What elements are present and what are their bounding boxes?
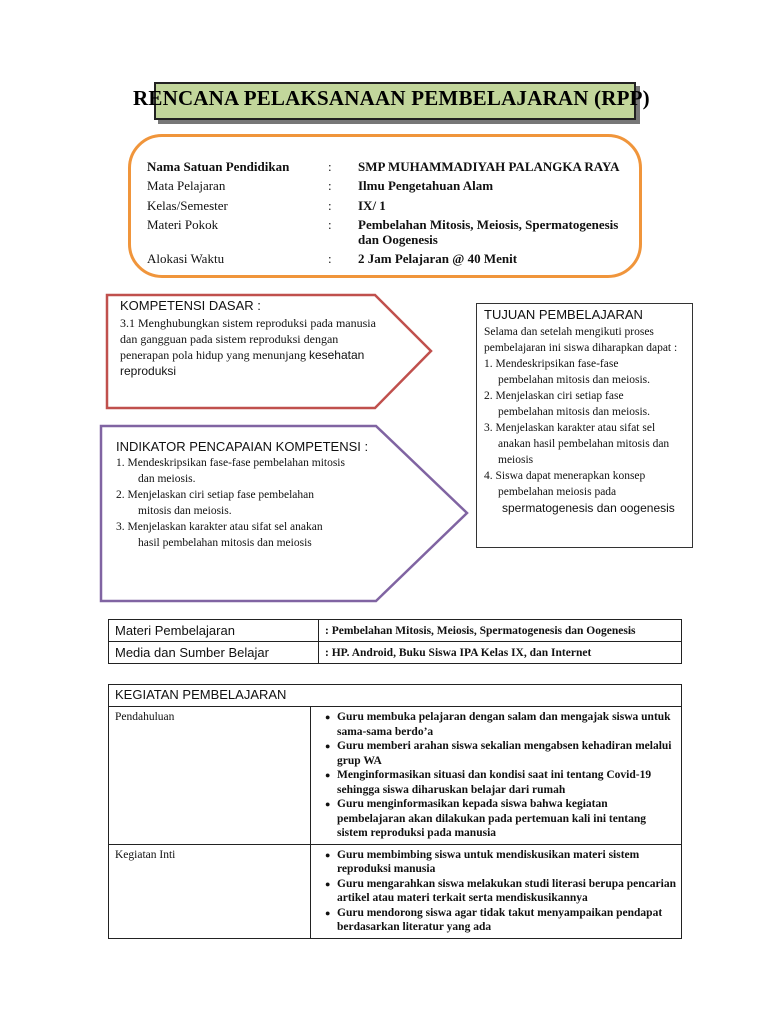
materi-value: : Pembelahan Mitosis, Meiosis, Spermatogenesis dan Oogenesis [319, 620, 682, 642]
tujuan-item [484, 420, 686, 468]
media-value: : HP. Android, Buku Siswa IPA Kelas IX, dan Internet [319, 642, 682, 664]
indikator-pencapaian [116, 438, 386, 551]
materi-label: Materi Pembelajaran [109, 620, 319, 642]
indikator-item-cont: dan meiosis. [138, 473, 196, 485]
indikator-item [116, 487, 386, 519]
activity-list [325, 848, 677, 935]
list-item: ● Guru memberi arahan siswa sekalian mengabsen kehadiran melalui grup WA [325, 739, 677, 768]
kompetensi-dasar-title: KOMPETENSI DASAR : [120, 298, 261, 313]
tujuan-item [484, 388, 686, 420]
phase-name: Kegiatan Inti [109, 844, 311, 938]
tujuan-item-cont: anakan hasil pembelahan mitosis dan meiosis [498, 438, 670, 466]
identity-label: Kelas/Semester [147, 198, 228, 213]
identity-label: Alokasi Waktu [147, 251, 225, 266]
tujuan-title: TUJUAN PEMBELAJARAN [484, 307, 643, 322]
kegiatan-title: KEGIATAN PEMBELAJARAN [109, 685, 682, 707]
indikator-item-text: 3. Menjelaskan karakter atau sifat sel anakan [116, 521, 323, 533]
identity-colon: : [328, 251, 332, 266]
tujuan-item-cont: spermatogenesis dan oogenesis [502, 501, 675, 515]
indikator-item-cont: mitosis dan meiosis. [138, 505, 232, 517]
indikator-item [116, 455, 386, 487]
tujuan-item-text: 1. Mendeskripsikan fase-fase [484, 358, 619, 370]
identity-colon: : [328, 159, 332, 174]
list-item: ● Menginformasikan situasi dan kondisi saat ini tentang Covid-19 sehingga siswa diharuskan belajar dari rumah [325, 768, 677, 797]
materi-table [108, 619, 682, 664]
identity-label: Nama Satuan Pendidikan [147, 159, 290, 174]
activity-list [325, 710, 677, 841]
tujuan-item-cont: pembelahan meiosis pada [498, 486, 617, 498]
tujuan-item-text: 4. Siswa dapat menerapkan konsep [484, 470, 646, 482]
identity-value: SMP MUHAMMADIYAH PALANGKA RAYA [358, 159, 620, 174]
table-row [109, 620, 682, 642]
table-row [109, 685, 682, 707]
tujuan-intro: Selama dan setelah mengikuti proses pembelajaran ini siswa diharapkan dapat : [484, 326, 678, 354]
identity-colon: : [328, 198, 332, 213]
identity-colon: : [328, 217, 332, 232]
phase-activities [311, 844, 682, 938]
list-item: ● Guru mengarahkan siswa melakukan studi literasi berupa pencarian artikel atau materi terkait serta mendiskusikannya [325, 877, 677, 906]
indikator-title: INDIKATOR PENCAPAIAN KOMPETENSI : [116, 439, 369, 454]
tujuan-item [484, 356, 686, 388]
identity-label: Materi Pokok [147, 217, 219, 232]
indikator-item [116, 519, 386, 551]
kompetensi-dasar-body: 3.1 Menghubungkan sistem reproduksi pada manusia dan gangguan pada sistem reproduksi dengan penerapan pola hidup yang menunjang [120, 316, 376, 362]
kegiatan-table [108, 684, 682, 939]
phase-name: Pendahuluan [109, 707, 311, 845]
media-label: Media dan Sumber Belajar [109, 642, 319, 664]
tujuan-item-cont: pembelahan mitosis dan meiosis. [498, 374, 651, 386]
identity-value: Ilmu Pengetahuan Alam [358, 178, 494, 193]
kompetensi-dasar-body-end: kesehatan reproduksi [120, 348, 365, 378]
identity-value: IX/ 1 [358, 198, 386, 213]
indikator-item-text: 2. Menjelaskan ciri setiap fase pembelahan [116, 489, 314, 501]
table-row [109, 844, 682, 938]
table-row [109, 707, 682, 845]
identity-label: Mata Pelajaran [147, 178, 226, 193]
page-title: RENCANA PELAKSANAAN PEMBELAJARAN (RPP) [133, 86, 650, 110]
identity-value: 2 Jam Pelajaran @ 40 Menit [358, 251, 518, 266]
list-item: ● Guru mendorong siswa agar tidak takut menyampaikan pendapat berdasarkan literatur yang ada [325, 906, 677, 935]
list-item: ● Guru membimbing siswa untuk mendiskusikan materi sistem reproduksi manusia [325, 848, 677, 877]
tujuan-item-text: 2. Menjelaskan ciri setiap fase [484, 390, 624, 402]
tujuan-item-text: 3. Menjelaskan karakter atau sifat sel [484, 422, 656, 434]
indikator-item-text: 1. Mendeskripsikan fase-fase pembelahan mitosis [116, 457, 345, 469]
table-row [109, 642, 682, 664]
tujuan-item-cont: pembelahan mitosis dan meiosis. [498, 406, 651, 418]
tujuan-item [484, 468, 686, 516]
phase-activities [311, 707, 682, 845]
identity-value: Pembelahan Mitosis, Meiosis, Spermatogenesis dan Oogenesis [358, 217, 619, 247]
list-item: ● Guru menginformasikan kepada siswa bahwa kegiatan pembelajaran akan dilakukan pada pertemuan kali ini tentang sistem reproduksi pada manusia [325, 797, 677, 841]
identity-colon: : [328, 178, 332, 193]
kompetensi-dasar-text [120, 315, 390, 379]
tujuan-pembelajaran [476, 303, 693, 548]
indikator-item-cont: hasil pembelahan mitosis dan meiosis [138, 537, 312, 549]
list-item: ● Guru membuka pelajaran dengan salam dan mengajak siswa untuk sama-sama berdo’a [325, 710, 677, 739]
kompetensi-dasar [120, 298, 390, 379]
